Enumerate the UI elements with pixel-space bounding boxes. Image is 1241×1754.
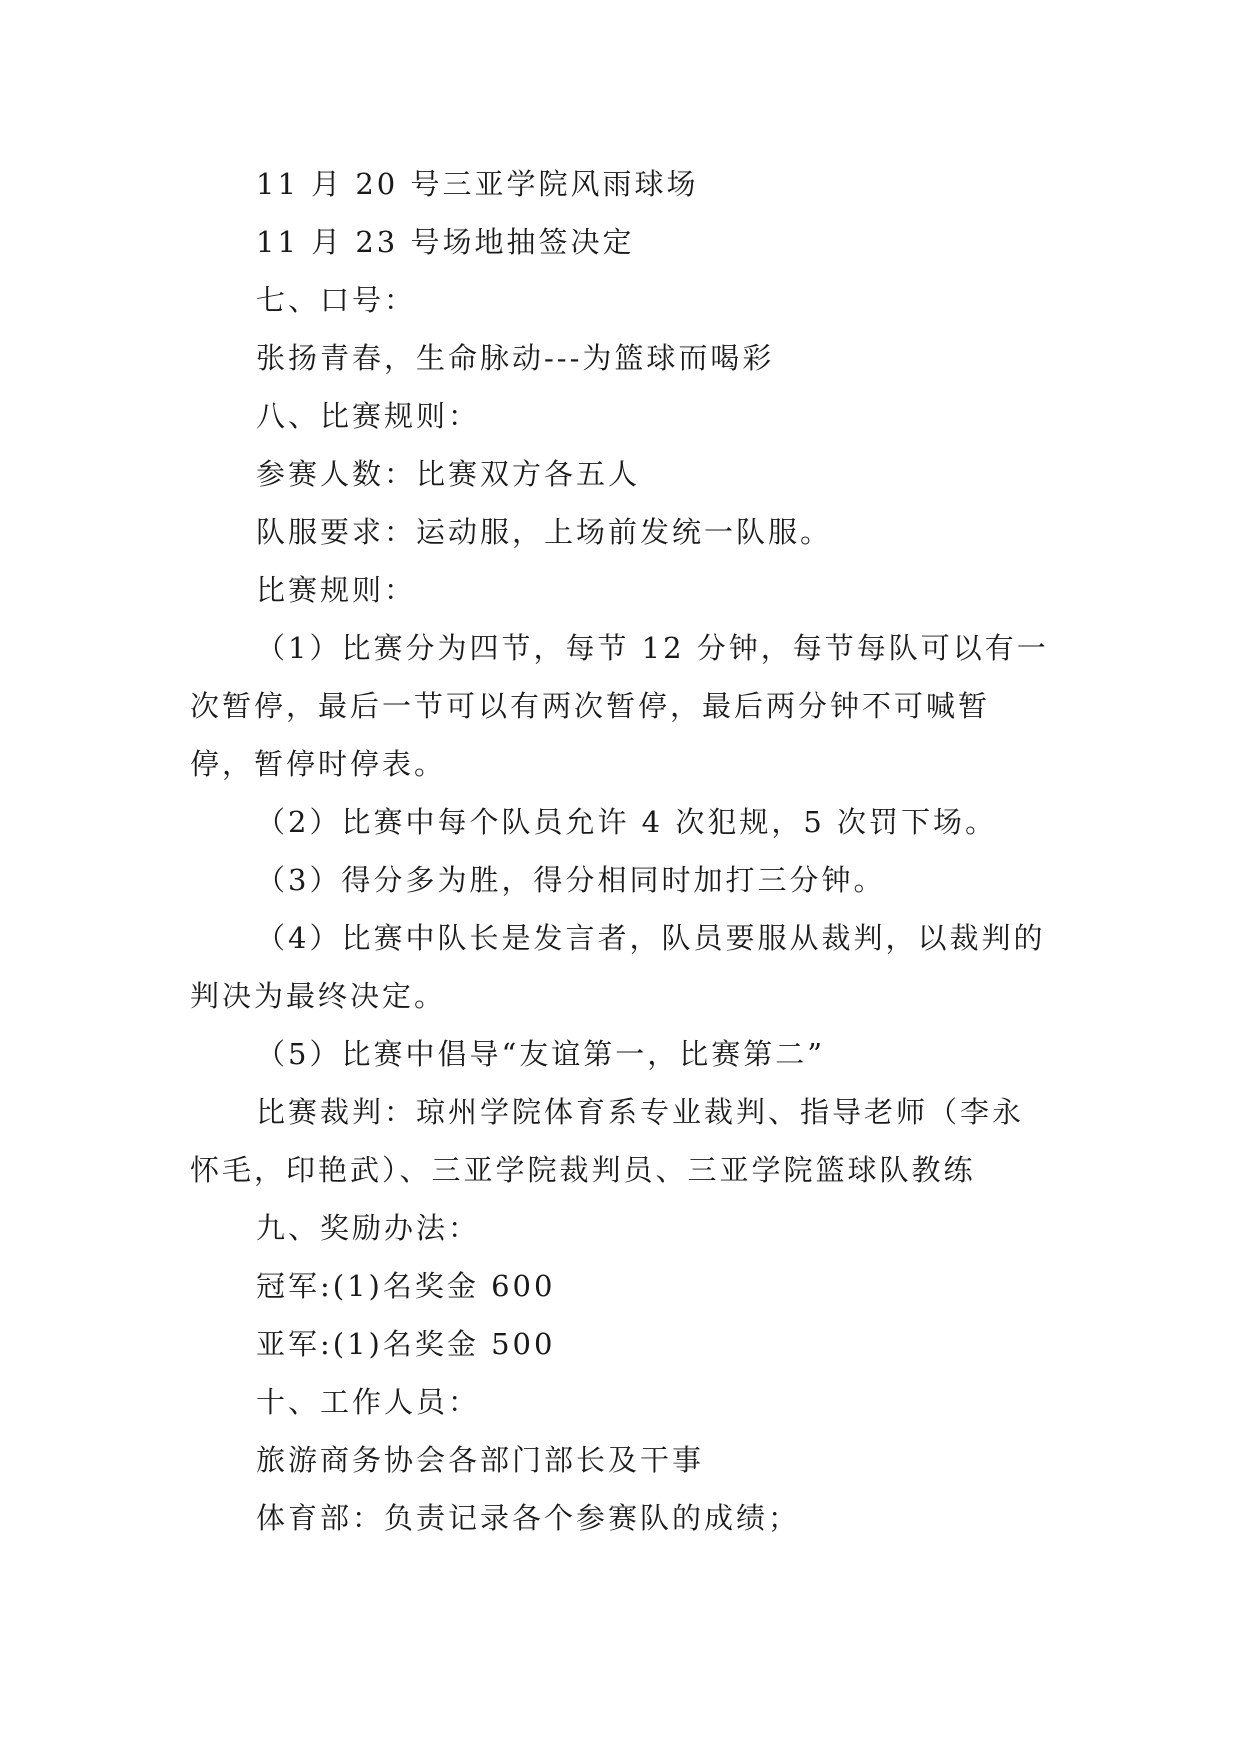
venue-line-1: 11 月 20 号三亚学院风雨球场 xyxy=(256,167,699,201)
section-heading-rules: 八、比赛规则： xyxy=(256,399,481,433)
rule-item-1: （1）比赛分为四节，每节 12 分钟，每节每队可以有一次暂停，最后一节可以有两次暂停，最后两分钟不可喊暂停，暂停时停表。 xyxy=(190,631,1049,781)
staff-sports-dept: 体育部：负责记录各个参赛队的成绩； xyxy=(256,1501,801,1535)
staff-text: 旅游商务协会各部门部长及干事 xyxy=(256,1443,705,1477)
award-runner-up: 亚军:(1)名奖金 500 xyxy=(256,1327,556,1361)
rule-item-4: （4）比赛中队长是发言者，队员要服从裁判，以裁判的判决为最终决定。 xyxy=(190,921,1046,1013)
rule-item-3: （3）得分多为胜，得分相同时加打三分钟。 xyxy=(256,863,886,897)
slogan-text: 张扬青春，生命脉动---为篮球而喝彩 xyxy=(256,341,775,375)
referees-text: 比赛裁判：琼州学院体育系专业裁判、指导老师（李永怀毛，印艳武）、三亚学院裁判员、三亚学院篮球队教练 xyxy=(190,1095,1025,1187)
rule-uniform: 队服要求：运动服，上场前发统一队服。 xyxy=(256,515,833,549)
award-champion: 冠军:(1)名奖金 600 xyxy=(256,1269,556,1303)
rule-item-5: （5）比赛中倡导“友谊第一，比赛第二” xyxy=(256,1037,826,1071)
section-heading-awards: 九、奖励办法： xyxy=(256,1211,481,1245)
rule-item-2: （2）比赛中每个队员允许 4 次犯规，5 次罚下场。 xyxy=(256,805,998,839)
venue-line-2: 11 月 23 号场地抽签决定 xyxy=(256,225,635,259)
rule-participants: 参赛人数：比赛双方各五人 xyxy=(256,457,641,491)
document-body xyxy=(190,155,1050,1547)
rules-subheading: 比赛规则： xyxy=(256,573,417,607)
section-heading-slogan: 七、口号： xyxy=(256,283,417,317)
section-heading-staff: 十、工作人员： xyxy=(256,1385,481,1419)
